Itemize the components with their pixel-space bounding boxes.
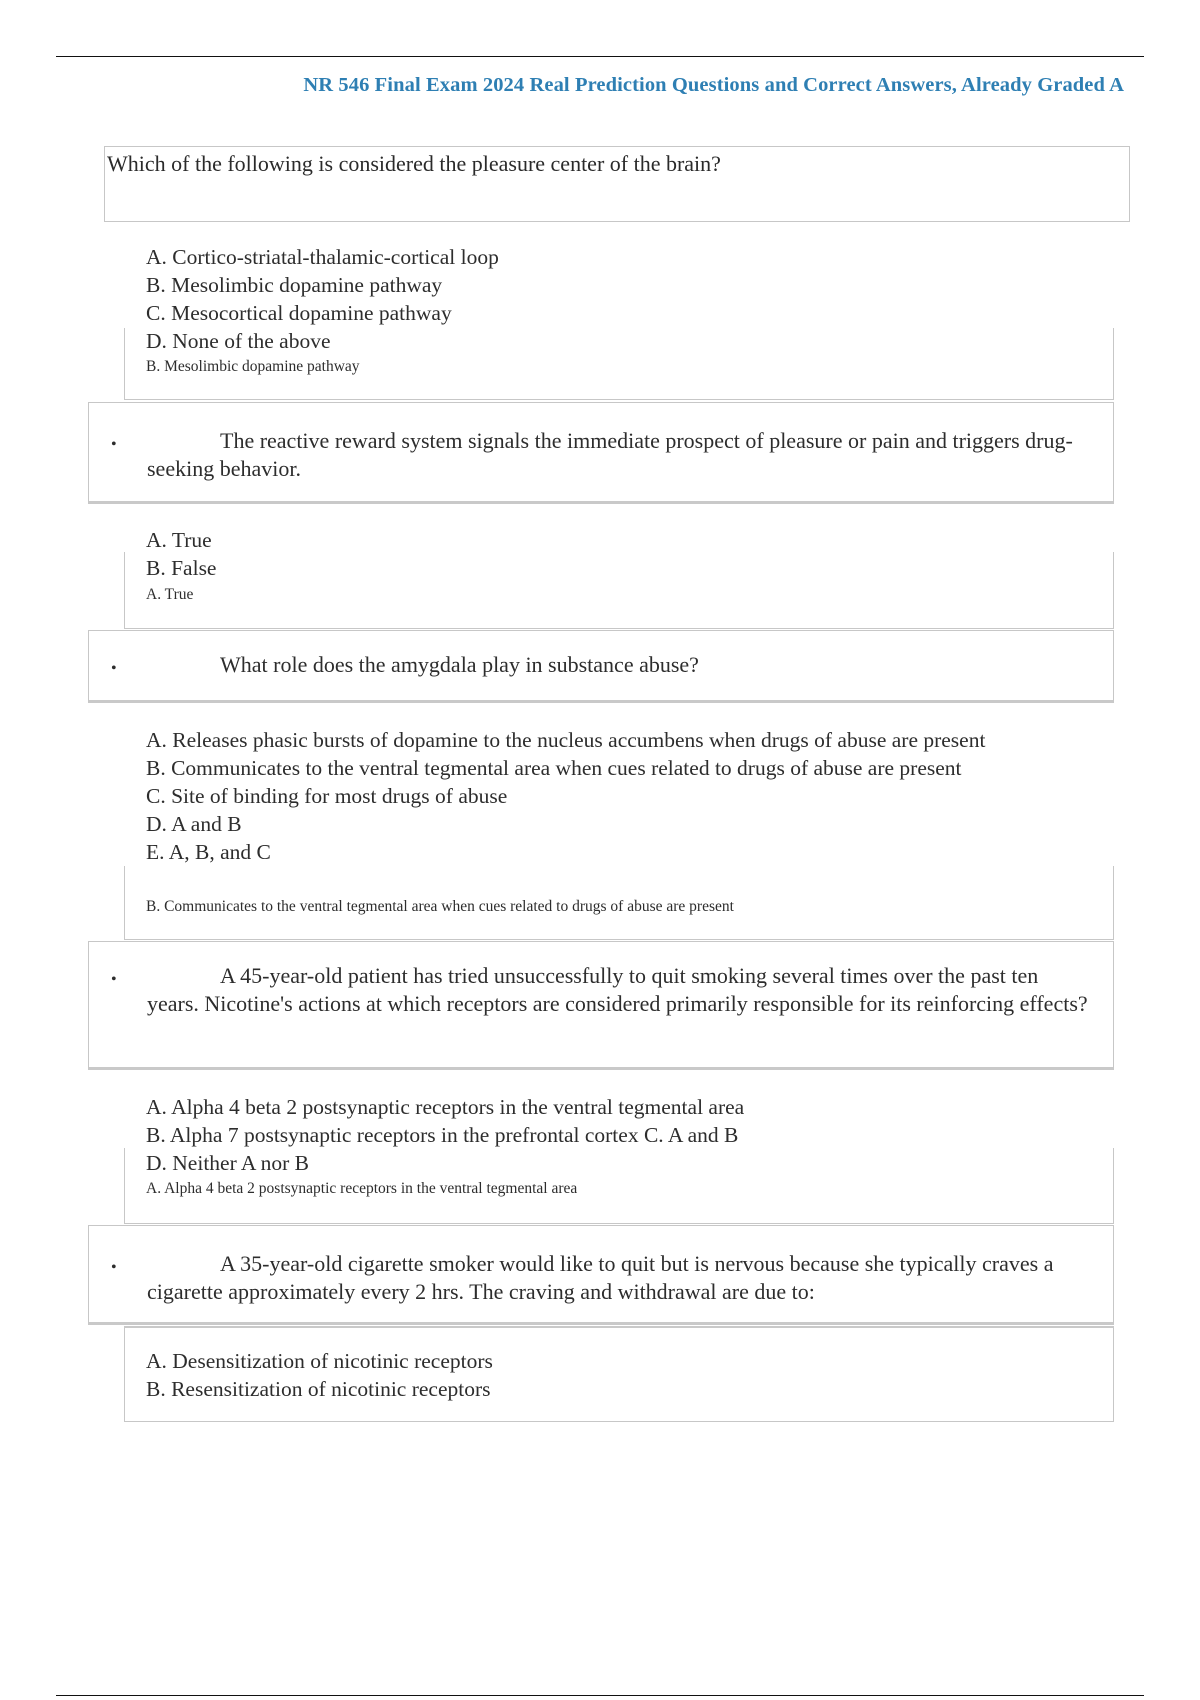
question-1-options	[146, 243, 499, 355]
option: A. Desensitization of nicotinic receptors	[146, 1349, 493, 1373]
option: A. Releases phasic bursts of dopamine to the nucleus accumbens when drugs of abuse are present	[146, 728, 986, 752]
question-2-box	[88, 402, 1114, 504]
question-2-text: The reactive reward system signals the immediate prospect of pleasure or pain and triggers drug-seeking behavior.	[147, 428, 1073, 481]
question-3-box	[88, 630, 1114, 703]
question-1-box	[104, 146, 1130, 222]
bottom-rule	[56, 1695, 1144, 1696]
question-5-text: A 35-year-old cigarette smoker would like to quit but is nervous because she typically craves a cigarette approximately every 2 hrs. The craving and withdrawal are due to:	[147, 1251, 1054, 1304]
option: E. A, B, and C	[146, 840, 271, 864]
option: C. Mesocortical dopamine pathway	[146, 301, 452, 325]
bullet-icon: •	[111, 971, 117, 988]
bullet-icon: •	[111, 1259, 117, 1276]
answer-4: A. Alpha 4 beta 2 postsynaptic receptors in the ventral tegmental area	[146, 1180, 578, 1197]
option: C. Site of binding for most drugs of abuse	[146, 784, 508, 808]
question-4-box	[88, 941, 1114, 1070]
question-4-options	[146, 1093, 744, 1177]
question-2-options	[146, 526, 216, 582]
answer-2-frame	[124, 552, 1114, 629]
top-rule	[56, 56, 1144, 57]
option: B. False	[146, 556, 217, 580]
bullet-icon: •	[111, 436, 117, 453]
option: A. Cortico-striatal-thalamic-cortical loop	[146, 245, 499, 269]
option: A. Alpha 4 beta 2 postsynaptic receptors in the ventral tegmental area	[146, 1095, 745, 1119]
question-3-text: What role does the amygdala play in substance abuse?	[220, 652, 699, 677]
option: B. Mesolimbic dopamine pathway	[146, 273, 443, 297]
question-5-box	[88, 1225, 1114, 1325]
option: B. Alpha 7 postsynaptic receptors in the prefrontal cortex C. A and B	[146, 1123, 739, 1147]
option: D. Neither A nor B	[146, 1151, 310, 1175]
option: A. True	[146, 528, 212, 552]
option: B. Communicates to the ventral tegmental area when cues related to drugs of abuse are present	[146, 756, 962, 780]
bullet-icon: •	[111, 660, 117, 677]
answer-1: B. Mesolimbic dopamine pathway	[146, 358, 360, 375]
option: B. Resensitization of nicotinic receptors	[146, 1377, 491, 1401]
document-title: NR 546 Final Exam 2024 Real Prediction Questions and Correct Answers, Already Graded A	[303, 74, 1124, 96]
question-5-options	[146, 1347, 493, 1403]
answer-2: A. True	[146, 586, 194, 603]
question-1-text: Which of the following is considered the pleasure center of the brain?	[107, 151, 721, 176]
option: D. None of the above	[146, 329, 331, 353]
answer-3: B. Communicates to the ventral tegmental area when cues related to drugs of abuse are present	[146, 898, 734, 915]
option: D. A and B	[146, 812, 242, 836]
question-3-options	[146, 726, 1086, 866]
question-4-text: A 45-year-old patient has tried unsuccessfully to quit smoking several times over the past ten years. Nicotine's actions at which receptors are considered primarily responsible for its reinforcing effects?	[147, 963, 1088, 1016]
